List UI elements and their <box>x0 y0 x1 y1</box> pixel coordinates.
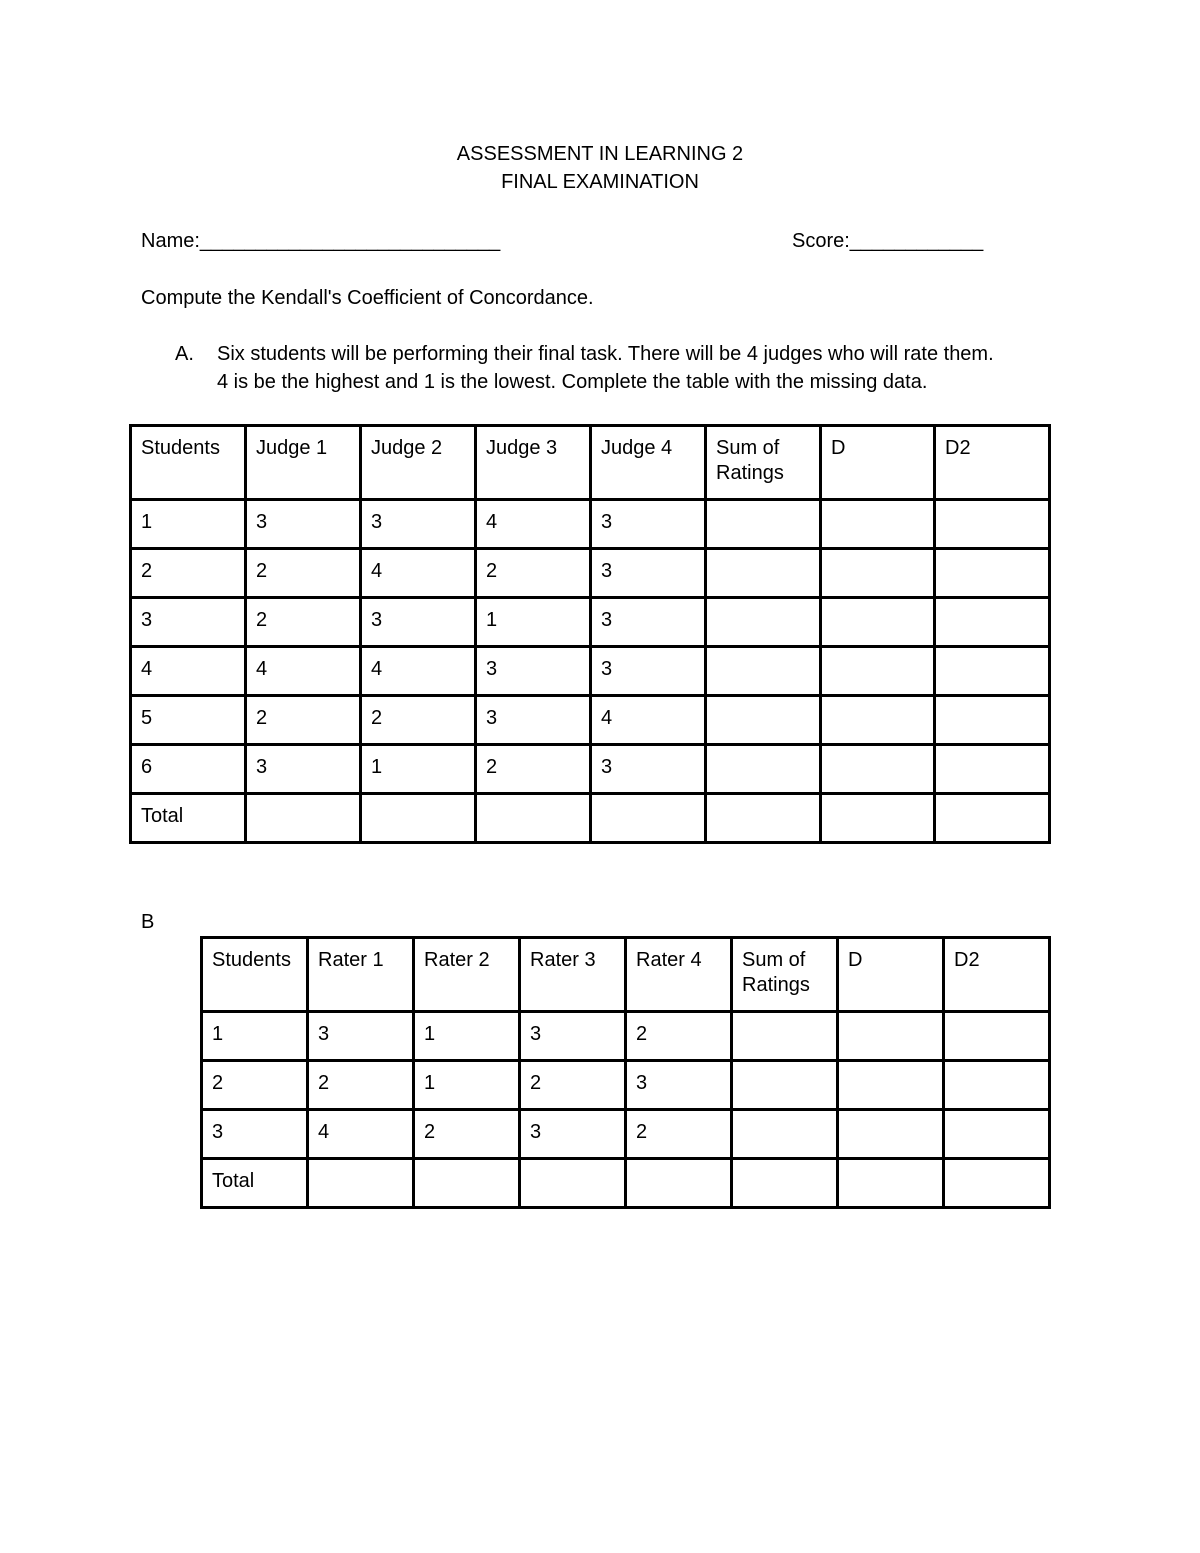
part-a-table-row <box>131 647 1050 696</box>
part-a-table-cell <box>706 794 821 843</box>
part-b-table-cell: 2 <box>626 1110 732 1159</box>
part-a-table-cell <box>935 745 1050 794</box>
part-b-table <box>200 936 1051 1209</box>
part-a-table-cell <box>935 549 1050 598</box>
part-b-table-cell <box>838 1159 944 1208</box>
part-a-table-cell: 3 <box>476 696 591 745</box>
part-b-table-cell <box>732 1061 838 1110</box>
part-a-table-cell: 2 <box>361 696 476 745</box>
part-a-table <box>129 424 1051 844</box>
part-a-table-cell: 3 <box>361 598 476 647</box>
part-a-table-cell <box>706 598 821 647</box>
part-b-table-cell: 2 <box>202 1061 308 1110</box>
part-a-table-header-cell: D2 <box>935 426 1050 500</box>
part-b-table-header-row <box>202 938 1050 1012</box>
part-a-table-cell <box>706 647 821 696</box>
part-a-line-1: Six students will be performing their final task. There will be 4 judges who will rate them. <box>217 343 994 365</box>
part-a-table-cell <box>476 794 591 843</box>
part-b-table-cell <box>520 1159 626 1208</box>
part-a-table-cell: 3 <box>591 745 706 794</box>
part-a-table-cell: 2 <box>131 549 246 598</box>
part-a-table-header-cell: Judge 4 <box>591 426 706 500</box>
part-a-table-cell: 3 <box>476 647 591 696</box>
part-b-table-header-cell: D2 <box>944 938 1050 1012</box>
part-b-table-cell <box>732 1012 838 1061</box>
part-b-table-header-cell: Sum of Ratings <box>732 938 838 1012</box>
part-a-table-cell <box>821 794 935 843</box>
part-a-line-2: 4 is be the highest and 1 is the lowest. Complete the table with the missing data. <box>217 371 928 393</box>
part-a-table-cell: 5 <box>131 696 246 745</box>
part-a-table-cell: 2 <box>246 696 361 745</box>
part-b-table-header-cell: Rater 2 <box>414 938 520 1012</box>
part-b-table-cell: 2 <box>626 1012 732 1061</box>
part-b-table-cell: 3 <box>626 1061 732 1110</box>
part-a-table-cell: 4 <box>131 647 246 696</box>
part-b-table-cell: 1 <box>202 1012 308 1061</box>
part-a-table-cell: 3 <box>131 598 246 647</box>
part-b-table-row <box>202 1012 1050 1061</box>
part-b-table-row <box>202 1159 1050 1208</box>
part-b-table-cell: 2 <box>308 1061 414 1110</box>
part-a-table-cell <box>935 696 1050 745</box>
score-field: Score:____________ <box>792 230 984 252</box>
part-b-table-cell <box>838 1061 944 1110</box>
part-a-table-cell: 1 <box>476 598 591 647</box>
part-b-table-cell: 3 <box>308 1012 414 1061</box>
part-a-table-cell <box>821 598 935 647</box>
part-b-table-cell: 3 <box>202 1110 308 1159</box>
part-a-table-cell: 3 <box>361 500 476 549</box>
part-b-table-cell <box>838 1110 944 1159</box>
part-b-table-header-cell: Rater 3 <box>520 938 626 1012</box>
part-a-table-cell: 4 <box>246 647 361 696</box>
instruction-text: Compute the Kendall's Coefficient of Concordance. <box>141 287 594 309</box>
part-a-table-cell: 2 <box>476 745 591 794</box>
part-b-table-cell <box>626 1159 732 1208</box>
part-a-table-cell: 2 <box>246 549 361 598</box>
part-a-table-cell <box>821 647 935 696</box>
part-a-table-cell <box>591 794 706 843</box>
part-a-table-header-cell: Judge 2 <box>361 426 476 500</box>
part-b-table-header-cell: D <box>838 938 944 1012</box>
part-b-table-row <box>202 1061 1050 1110</box>
part-a-table-header-cell: Judge 3 <box>476 426 591 500</box>
part-b-table-cell: 4 <box>308 1110 414 1159</box>
part-a-table-header-cell: Students <box>131 426 246 500</box>
part-b-table-cell: Total <box>202 1159 308 1208</box>
part-a-table-cell: 3 <box>246 500 361 549</box>
part-b-table-cell: 2 <box>414 1110 520 1159</box>
part-a-table-cell: 1 <box>131 500 246 549</box>
part-b-table-header-cell: Students <box>202 938 308 1012</box>
part-a-table-cell: 3 <box>591 500 706 549</box>
part-b-table-cell <box>944 1159 1050 1208</box>
part-a-table-cell <box>935 598 1050 647</box>
part-b-table-cell: 3 <box>520 1110 626 1159</box>
part-b-table-row <box>202 1110 1050 1159</box>
part-a-table-cell <box>935 794 1050 843</box>
part-a-table-cell <box>706 549 821 598</box>
part-a-table-header-cell: D <box>821 426 935 500</box>
part-a-table-header-cell: Judge 1 <box>246 426 361 500</box>
part-a-table-row <box>131 598 1050 647</box>
part-b-table-cell <box>838 1012 944 1061</box>
part-a-table-row <box>131 549 1050 598</box>
part-a-table-cell: 2 <box>246 598 361 647</box>
part-b-table-cell: 1 <box>414 1012 520 1061</box>
part-a-table-cell <box>935 647 1050 696</box>
part-a-table-cell <box>821 549 935 598</box>
part-b-table-cell: 3 <box>520 1012 626 1061</box>
part-a-table-cell <box>821 500 935 549</box>
part-a-table-cell: 3 <box>591 549 706 598</box>
part-b-table-cell <box>308 1159 414 1208</box>
part-a-table-row <box>131 745 1050 794</box>
part-a-table-cell <box>821 696 935 745</box>
part-a-table-cell <box>706 745 821 794</box>
part-b-table-cell <box>944 1012 1050 1061</box>
part-a-table-cell: 4 <box>591 696 706 745</box>
document-title: ASSESSMENT IN LEARNING 2 <box>456 143 744 165</box>
part-a-table-cell: 4 <box>476 500 591 549</box>
part-b-table-cell <box>732 1159 838 1208</box>
part-b-table-cell <box>944 1110 1050 1159</box>
part-a-table-cell: 3 <box>591 647 706 696</box>
part-a-table-cell: 1 <box>361 745 476 794</box>
part-a-table-cell: 6 <box>131 745 246 794</box>
part-b-table-cell <box>732 1110 838 1159</box>
part-a-table-cell: 2 <box>476 549 591 598</box>
part-b-table-cell <box>944 1061 1050 1110</box>
part-b-table-cell <box>414 1159 520 1208</box>
part-b-table-header-cell: Rater 1 <box>308 938 414 1012</box>
part-b-table-header-cell: Rater 4 <box>626 938 732 1012</box>
part-a-table-cell <box>706 696 821 745</box>
name-field: Name:___________________________ <box>141 230 501 252</box>
part-a-text <box>217 340 994 396</box>
part-b-marker: B <box>141 911 155 933</box>
part-b-table-cell: 1 <box>414 1061 520 1110</box>
part-a-table-cell: 3 <box>591 598 706 647</box>
part-a-table-cell: 4 <box>361 647 476 696</box>
part-a-table-row <box>131 696 1050 745</box>
part-a-table-row <box>131 500 1050 549</box>
part-a-table-cell <box>935 500 1050 549</box>
part-a-table-cell: Total <box>131 794 246 843</box>
document-subtitle: FINAL EXAMINATION <box>501 171 699 193</box>
part-a-marker: A. <box>175 343 194 365</box>
part-b-table-cell: 2 <box>520 1061 626 1110</box>
part-a-table-cell: 4 <box>361 549 476 598</box>
part-a-table-cell: 3 <box>246 745 361 794</box>
part-a-table-cell <box>361 794 476 843</box>
part-a-table-cell <box>821 745 935 794</box>
part-a-table-header-row <box>131 426 1050 500</box>
part-a-table-header-cell: Sum of Ratings <box>706 426 821 500</box>
part-a-table-cell <box>246 794 361 843</box>
part-a-table-row <box>131 794 1050 843</box>
part-a-table-cell <box>706 500 821 549</box>
